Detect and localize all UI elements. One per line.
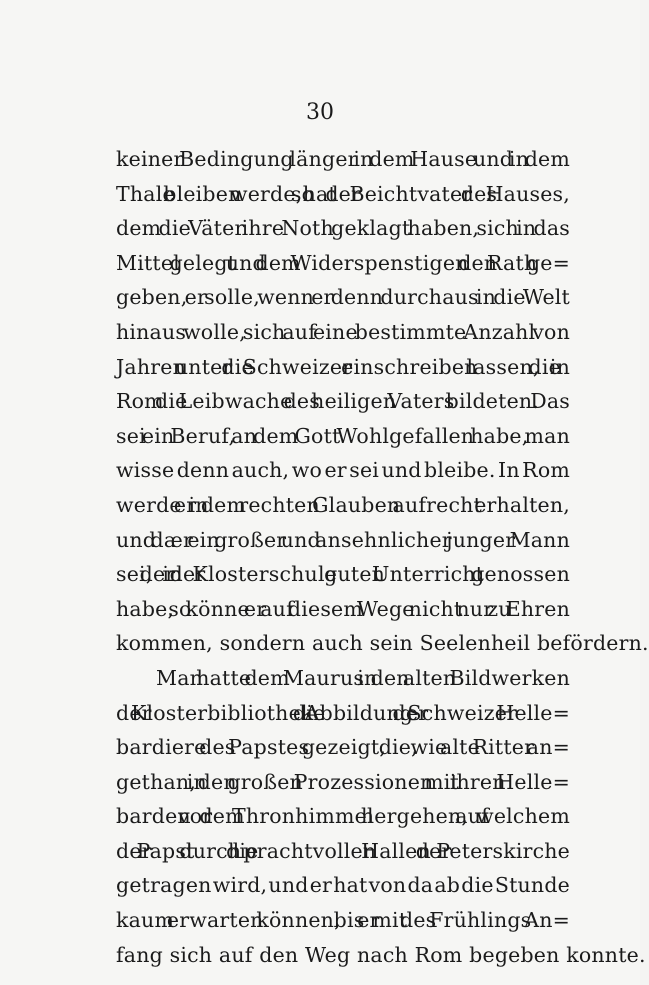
text-line: geben, er solle, wenn er denn durchaus in die Welt bbox=[116, 285, 570, 310]
text-line: fang sich auf den Weg nach Rom begeben konnte. bbox=[116, 942, 646, 967]
text-line: Jahren unter die Schweizer einschreiben lassen, die in bbox=[116, 354, 570, 379]
text-line: barden vor dem Thronhimmel hergehen, auf welchem bbox=[116, 804, 570, 829]
body-text bbox=[116, 142, 649, 972]
text-line: der Papst durch die prachtvollen Hallen der Peterskirche bbox=[116, 838, 570, 863]
text-line: hinaus wolle, sich auf eine bestimmte Anzahl von bbox=[116, 319, 570, 344]
text-line: sei ein Beruf, an dem Gott Wohlgefallen habe, man bbox=[116, 423, 570, 448]
text-line: gethan, in den großen Prozessionen mit ihren Helle= bbox=[116, 769, 570, 794]
text-line: kommen, sondern auch sein Seelenheil befördern. bbox=[116, 631, 649, 656]
text-line: werde er in dem rechten Glauben aufrecht erhalten, bbox=[116, 492, 570, 517]
text-line: keiner Bedingung länger in dem Hause und in dem bbox=[116, 147, 570, 171]
text-line: sei, der in der Klosterschule guten Unterricht genossen bbox=[116, 562, 570, 587]
text-line: und da er ein großer und ansehnlicher junger Mann bbox=[116, 527, 570, 552]
text-line: bardiere des Papstes gezeigt, die, wie alte Ritter an= bbox=[116, 735, 570, 760]
text-line: Thale bleiben werde, so hat der Beichtvater des Hauses, bbox=[116, 181, 570, 206]
text-line: Mittel gelegt und dem Widerspenstigen den Rath ge= bbox=[116, 250, 570, 275]
text-line: Man hatte dem Maurus in den alten Bildwerken bbox=[156, 665, 570, 690]
text-line: wisse denn auch, wo er sei und bleibe. In Rom bbox=[116, 458, 570, 483]
text-line: habe, so könne er auf diesem Wege nicht nur zu Ehren bbox=[116, 596, 570, 621]
text-line: kaum erwarten können, bis er mit des Frühlings An= bbox=[116, 908, 570, 933]
text-line: dem die Väter ihre Noth geklagt haben, sich in das bbox=[116, 216, 570, 241]
text-line: der Klosterbibliothek die Abbildung der Schweizer Helle= bbox=[116, 700, 570, 725]
page-number: 30 bbox=[306, 100, 334, 125]
text-line: getragen wird, und er hat von da ab die Stunde bbox=[116, 873, 570, 898]
text-line: Rom die Leibwache des heiligen Vaters bildeten. Das bbox=[116, 389, 570, 414]
